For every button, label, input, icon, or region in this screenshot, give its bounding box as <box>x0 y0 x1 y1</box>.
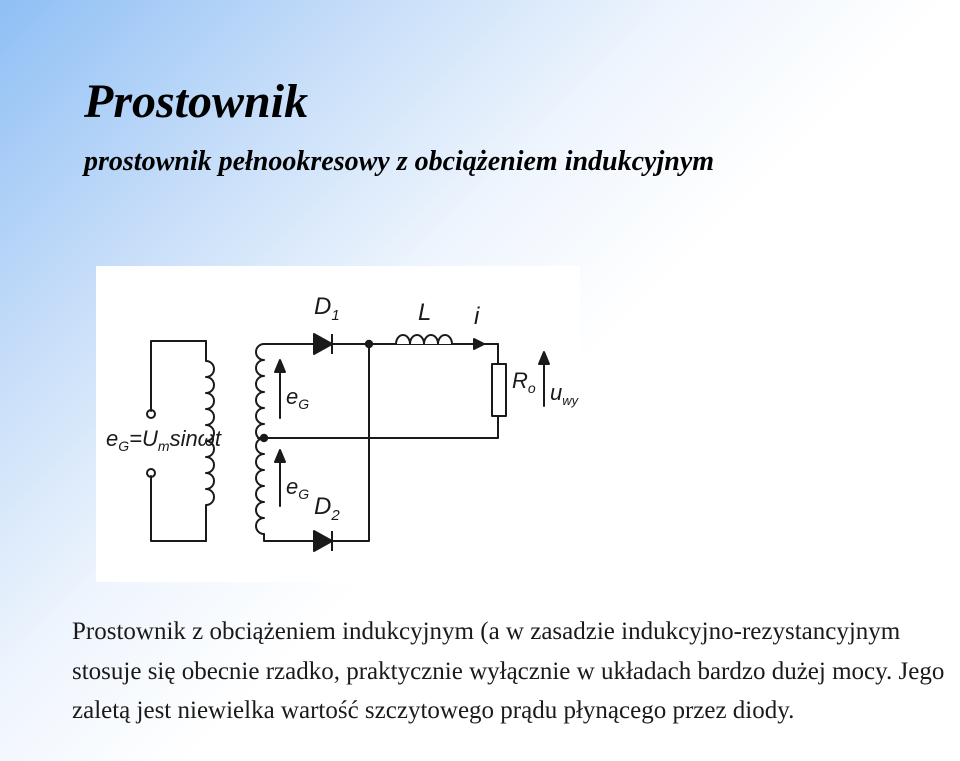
d2-label: $D_2$ <box>314 493 340 524</box>
current-arrowhead <box>474 339 484 349</box>
secondary-winding-upper <box>256 344 264 440</box>
d1-label: $D_1$ <box>314 293 340 324</box>
eg-upper-arrowhead <box>275 360 285 372</box>
circuit-svg <box>96 266 580 582</box>
inductor-label: L <box>418 299 432 326</box>
wire-center-tap <box>258 416 498 438</box>
resistor-body <box>492 364 506 416</box>
wire-bottom <box>264 534 314 541</box>
current-label: i <box>474 303 480 330</box>
slide-subtitle: prostownik pełnookresowy z obciążeniem indukcyjnym <box>84 146 715 177</box>
resistor-label: $R_o$ <box>512 368 536 396</box>
primary-wire-bottom <box>151 476 206 541</box>
diode-d1 <box>314 334 332 354</box>
eg-upper-label: $e_G$ <box>286 384 310 412</box>
primary-wire <box>151 341 206 411</box>
slide-title: Prostownik <box>84 75 309 128</box>
eg-lower-label: $e_G$ <box>286 474 310 502</box>
eg-lower-arrowhead <box>275 450 285 462</box>
junction-node-center <box>261 435 267 441</box>
circuit-diagram <box>96 266 580 582</box>
diode-d2 <box>314 531 332 551</box>
source-label: $e_G=U_m\sin\omega t$ <box>106 426 221 454</box>
inductor-coil <box>396 335 452 344</box>
voltage-label: $u_{wy}$ <box>550 380 579 408</box>
secondary-winding-lower <box>256 438 264 534</box>
description-paragraph: Prostownik z obciążeniem indukcyjnym (a w zasadzie indukcyjno-rezystancyjnym stosuje się obecnie rzadko, praktycznie wyłącznie w układach bardzo dużej mocy. Jego zaletą jest niewielka wartość szczytowego prądu płynącego przez diody. <box>72 618 945 724</box>
voltage-arrowhead <box>539 352 549 364</box>
junction-node-top <box>366 341 372 347</box>
